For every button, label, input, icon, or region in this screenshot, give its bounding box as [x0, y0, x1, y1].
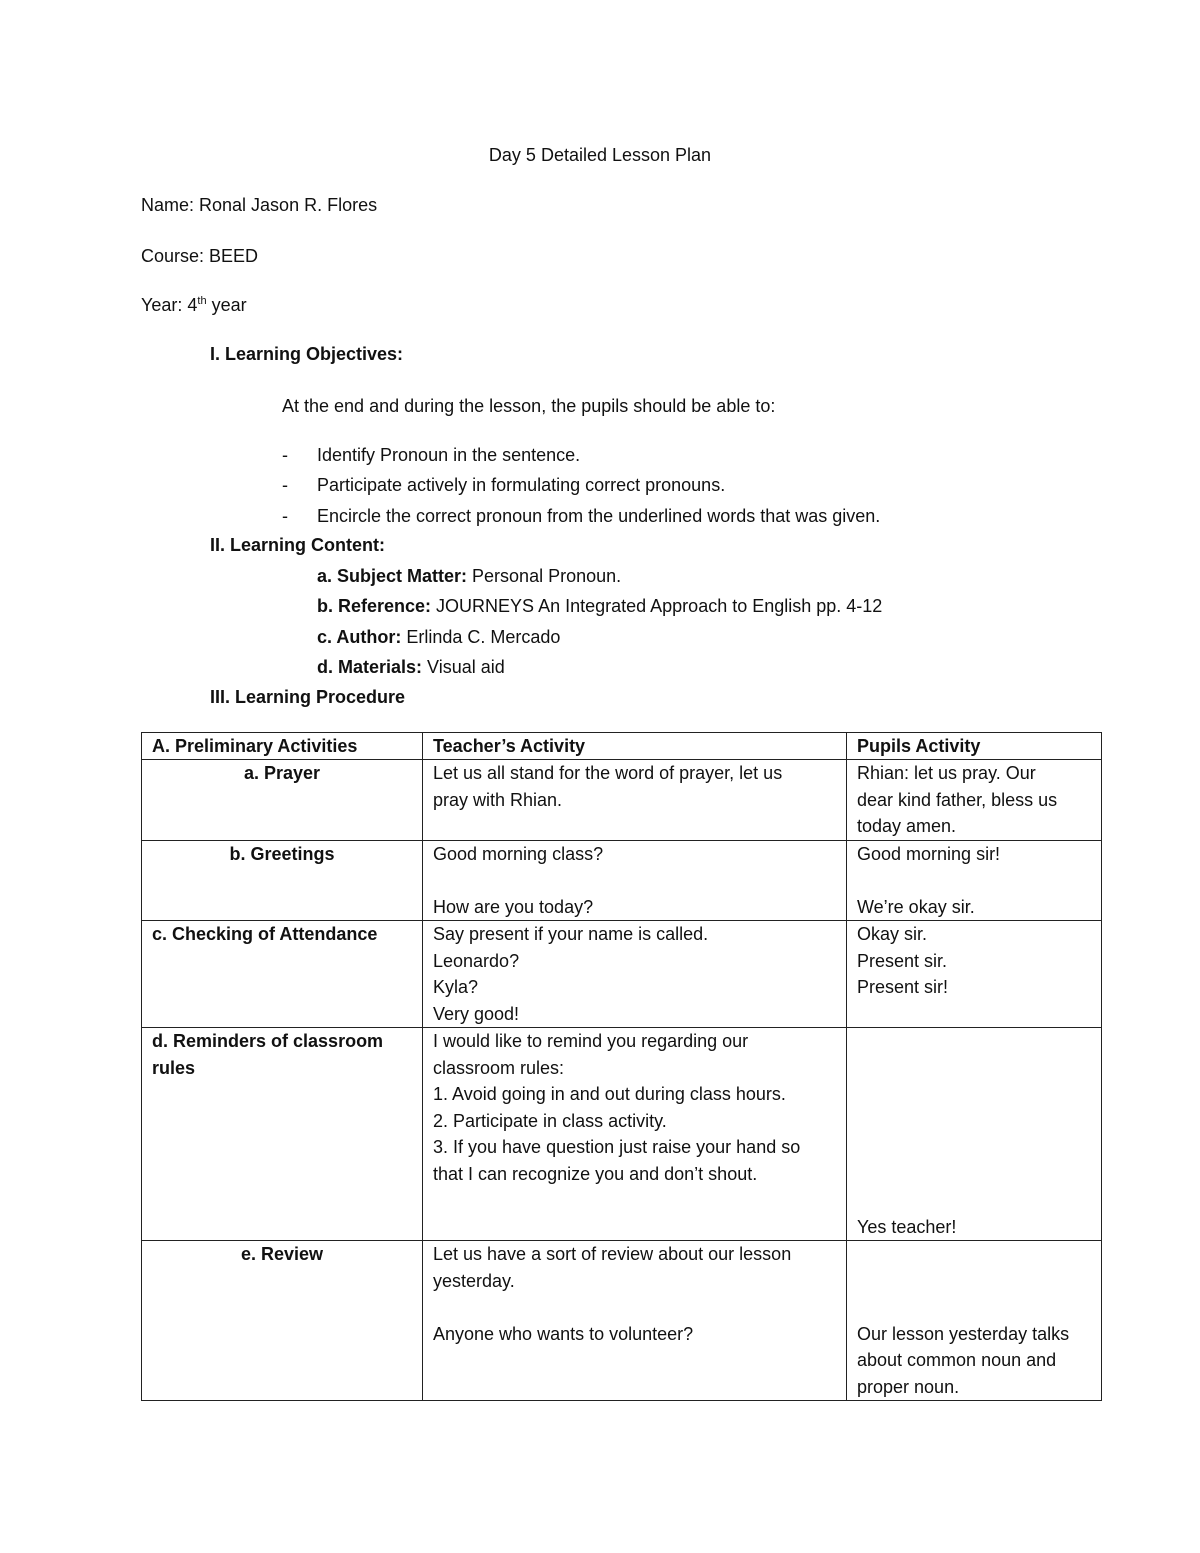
teacher-line: I would like to remind you regarding our [433, 1031, 749, 1051]
teacher-line: Let us all stand for the word of prayer, let us [433, 763, 783, 783]
blank-line [857, 867, 1091, 894]
blank-line [433, 1187, 836, 1214]
student-name: Name: Ronal Jason R. Flores [141, 195, 378, 215]
course: Course: BEED [141, 246, 259, 266]
activity-line: d. Reminders of classroom [152, 1031, 384, 1051]
pupils-cell [847, 921, 1102, 1028]
table-header-row [142, 733, 1102, 760]
content-value: Visual aid [422, 657, 505, 677]
teacher-line: pray with Rhian. [433, 789, 563, 810]
teacher-line: classroom rules: [433, 1057, 565, 1078]
table-row [142, 921, 1102, 1028]
header-preliminary-activities: A. Preliminary Activities [142, 733, 423, 760]
pupils-line: We’re okay sir. [857, 896, 975, 917]
teacher-line: that I can recognize you and don’t shout. [433, 1163, 758, 1184]
pupils-line: Our lesson yesterday talks [857, 1323, 1070, 1344]
blank-line [857, 1081, 1091, 1108]
teacher-cell [423, 760, 847, 841]
objective-item [282, 506, 880, 528]
pupils-cell [847, 1028, 1102, 1241]
pupils-line: dear kind father, bless us [857, 789, 1058, 810]
bullet-dash: - [282, 475, 288, 495]
pupils-line: Yes teacher! [857, 1216, 957, 1237]
content-value: JOURNEYS An Integrated Approach to English pp. 4-12 [431, 596, 883, 616]
table-row [142, 840, 1102, 921]
teacher-line: 3. If you have question just raise your hand so [433, 1137, 801, 1157]
content-value: Personal Pronoun. [467, 566, 622, 586]
teacher-cell [423, 840, 847, 921]
activity-cell [142, 1028, 423, 1241]
activity-cell: e. Review [142, 1241, 423, 1401]
pupils-line: Rhian: let us pray. Our [857, 763, 1036, 783]
content-item [317, 566, 621, 588]
year-superscript: th [197, 295, 207, 307]
blank-line [857, 1134, 1091, 1161]
content-heading: II. Learning Content: [210, 535, 385, 555]
teacher-line: Very good! [433, 1003, 520, 1024]
content-label: b. Reference: [317, 596, 432, 616]
teacher-cell [423, 921, 847, 1028]
objectives-intro: At the end and during the lesson, the pupils should be able to: [282, 396, 776, 416]
table-row [142, 1241, 1102, 1401]
teacher-line: How are you today? [433, 896, 594, 917]
content-item [317, 657, 505, 679]
objective-item [282, 445, 580, 467]
pupils-line: Okay sir. [857, 924, 928, 944]
pupils-line: Present sir. [857, 950, 948, 971]
content-label: d. Materials: [317, 657, 423, 677]
pupils-cell [847, 760, 1102, 841]
header-teachers-activity: Teacher’s Activity [423, 733, 847, 760]
blank-line [857, 1241, 1091, 1268]
year [141, 295, 247, 317]
procedure-table [141, 732, 1102, 1401]
year-suffix: year [206, 295, 247, 315]
teacher-line: Say present if your name is called. [433, 924, 709, 944]
blank-line [433, 867, 836, 894]
year-prefix: Year: 4 [141, 295, 198, 315]
content-item [317, 627, 560, 649]
blank-line [857, 1268, 1091, 1295]
objective-text: Encircle the correct pronoun from the underlined words that was given. [317, 506, 881, 526]
pupils-cell [847, 840, 1102, 921]
bullet-dash: - [282, 445, 288, 465]
blank-line [433, 1294, 836, 1321]
pupils-line: Present sir! [857, 977, 949, 997]
blank-line [857, 1187, 1091, 1214]
objective-text: Identify Pronoun in the sentence. [317, 445, 581, 465]
blank-line [857, 1055, 1091, 1082]
content-label: c. Author: [317, 627, 402, 647]
document-title: Day 5 Detailed Lesson Plan [488, 145, 712, 165]
activity-cell: b. Greetings [142, 840, 423, 921]
teacher-line: Let us have a sort of review about our lesson [433, 1244, 792, 1264]
table-row [142, 1028, 1102, 1241]
teacher-cell [423, 1241, 847, 1401]
teacher-line: yesterday. [433, 1270, 515, 1291]
pupils-line: proper noun. [857, 1376, 960, 1397]
content-item [317, 596, 882, 618]
blank-line [857, 1294, 1091, 1321]
bullet-dash: - [282, 506, 288, 526]
activity-cell: c. Checking of Attendance [142, 921, 423, 1028]
activity-cell: a. Prayer [142, 760, 423, 841]
pupils-line: today amen. [857, 816, 957, 836]
objective-item [282, 475, 725, 497]
blank-line [857, 1028, 1091, 1055]
teacher-line: 2. Participate in class activity. [433, 1110, 667, 1131]
teacher-line: Good morning class? [433, 843, 604, 864]
teacher-line: Kyla? [433, 977, 479, 997]
procedure-heading: III. Learning Procedure [210, 687, 406, 707]
teacher-cell [423, 1028, 847, 1241]
objective-text: Participate actively in formulating correct pronouns. [317, 475, 726, 495]
content-value: Erlinda C. Mercado [401, 627, 561, 647]
activity-line: rules [152, 1057, 196, 1078]
teacher-line: Leonardo? [433, 950, 520, 971]
blank-line [857, 1161, 1091, 1188]
table-row [142, 760, 1102, 841]
blank-line [857, 1108, 1091, 1135]
pupils-line: about common noun and [857, 1350, 1057, 1370]
pupils-cell [847, 1241, 1102, 1401]
content-label: a. Subject Matter: [317, 566, 468, 586]
header-pupils-activity: Pupils Activity [847, 733, 1102, 760]
pupils-line: Good morning sir! [857, 843, 1001, 864]
objectives-heading: I. Learning Objectives: [210, 344, 404, 364]
teacher-line: 1. Avoid going in and out during class hours. [433, 1084, 786, 1104]
teacher-line: Anyone who wants to volunteer? [433, 1323, 694, 1344]
